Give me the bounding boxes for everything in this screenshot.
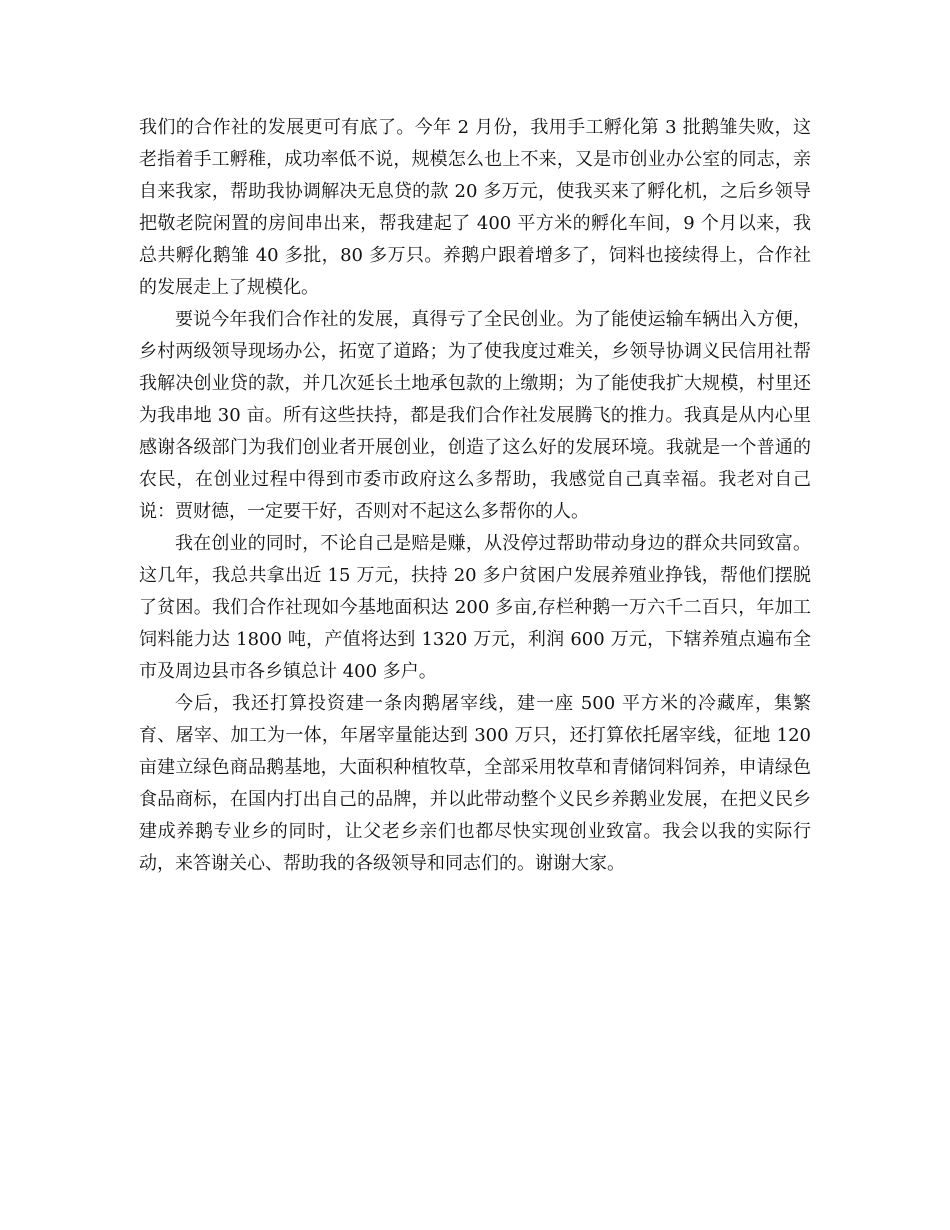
paragraph-4: 今后，我还打算投资建一条肉鹅屠宰线，建一座 500 平方米的冷藏库，集繁育、屠宰、加工为一体，年屠宰量能达到 300 万只，还打算依托屠宰线，征地 120 亩建立绿色商品鹅基地，大面积种植牧草，全部采用牧草和青储饲料饲养，申请绿色食品商标，在国内打出自己的品牌，并以此带动整个义民乡养鹅业发展，在把义民乡建成养鹅专业乡的同时，让父老乡亲们也都尽快实现创业致富。我会以我的实际行动，来答谢关心、帮助我的各级领导和同志们的。谢谢大家。 <box>139 693 811 874</box>
paragraph-1: 我们的合作社的发展更可有底了。今年 2 月份，我用手工孵化第 3 批鹅雏失败，这老指着手工孵稚，成功率低不说，规模怎么也上不来，又是市创业办公室的同志，亲自来我家，帮助我协调解决无息贷的款 20 多万元，使我买来了孵化机，之后乡领导把敬老院闲置的房间串出来，帮我建起了 400 平方米的孵化车间，9 个月以来，我总共孵化鹅雏 40 多批，80 多万只。养鹅户跟着增多了，饲料也接续得上，合作社的发展走上了规模化。 <box>139 117 811 298</box>
document-body <box>139 112 811 880</box>
paragraph-3: 我在创业的同时，不论自己是赔是赚，从没停过帮助带动身边的群众共同致富。这几年，我总共拿出近 15 万元，扶持 20 多户贫困户发展养殖业挣钱，帮他们摆脱了贫困。我们合作社现如今基地面积达 200 多亩,存栏种鹅一万六千二百只，年加工饲料能力达 1800 吨，产值将达到 1320 万元，利润 600 万元，下辖养殖点遍布全市及周边县市各乡镇总计 400 多户。 <box>139 533 811 682</box>
paragraph-2: 要说今年我们合作社的发展，真得亏了全民创业。为了能使运输车辆出入方便，乡村两级领导现场办公，拓宽了道路；为了使我度过难关，乡领导协调义民信用社帮我解决创业贷的款，并几次延长土地承包款的上缴期；为了能使我扩大规模，村里还为我串地 30 亩。所有这些扶持，都是我们合作社发展腾飞的推力。我真是从内心里感谢各级部门为我们创业者开展创业，创造了这么好的发展环境。我就是一个普通的农民，在创业过程中得到市委市政府这么多帮助，我感觉自己真幸福。我老对自己说：贾财德，一定要干好，否则对不起这么多帮你的人。 <box>139 309 811 522</box>
